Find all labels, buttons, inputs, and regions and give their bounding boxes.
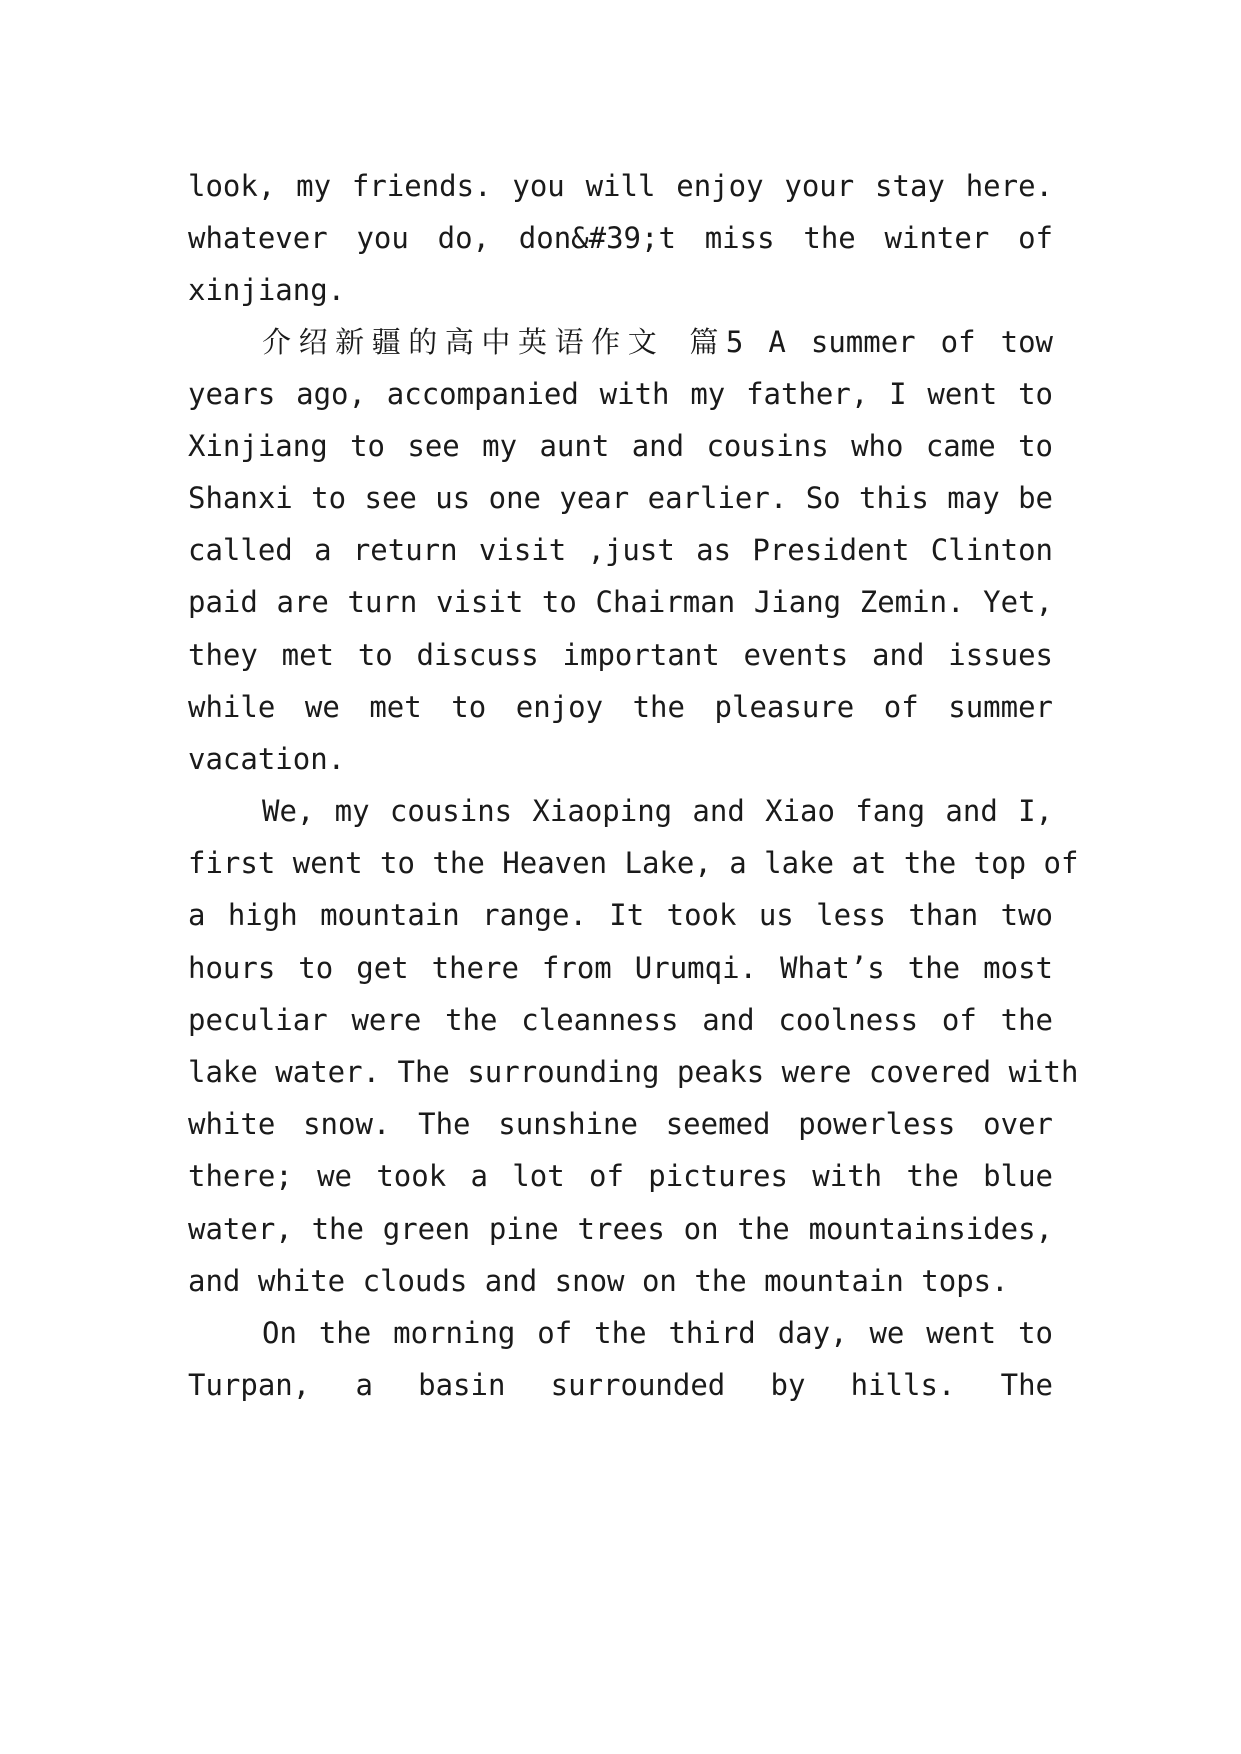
text-line: they met to discuss important events and issues [188, 638, 1053, 672]
paragraph-first-line: On the morning of the third day, we went to [262, 1316, 1053, 1350]
text-line: lake water. The surrounding peaks were covered with [188, 1055, 1079, 1089]
text-line: while we met to enjoy the pleasure of summer [188, 690, 1053, 724]
text-line: look, my friends. you will enjoy your stay here. [188, 169, 1053, 203]
text-line: paid are turn visit to Chairman Jiang Zemin. Yet, [188, 585, 1053, 619]
text-line: white snow. The sunshine seemed powerless over [188, 1107, 1053, 1141]
section-heading-line: 介绍新疆的高中英语作文 篇5 A summer of tow [262, 325, 1053, 359]
text-line: xinjiang. [188, 273, 346, 307]
text-line: first went to the Heaven Lake, a lake at the top of [188, 846, 1079, 880]
text-line: years ago, accompanied with my father, I went to [188, 377, 1053, 411]
text-line: a high mountain range. It took us less than two [188, 898, 1053, 932]
text-line: hours to get there from Urumqi. What’s the most [188, 951, 1053, 985]
text-line: and white clouds and snow on the mountain tops. [188, 1264, 1009, 1298]
text-line: water, the green pine trees on the mountainsides, [188, 1212, 1053, 1246]
text-line: Xinjiang to see my aunt and cousins who came to [188, 429, 1053, 463]
text-line: peculiar were the cleanness and coolness of the [188, 1003, 1053, 1037]
paragraph-first-line: We, my cousins Xiaoping and Xiao fang and I, [262, 794, 1053, 828]
text-line: whatever you do, don&#39;t miss the winter of [188, 221, 1053, 255]
text-line: there; we took a lot of pictures with the blue [188, 1159, 1053, 1193]
text-line: called a return visit ,just as President Clinton [188, 533, 1053, 567]
text-line: Turpan, a basin surrounded by hills. The [188, 1368, 1053, 1402]
text-line: Shanxi to see us one year earlier. So this may be [188, 481, 1053, 515]
text-line: vacation. [188, 742, 346, 776]
